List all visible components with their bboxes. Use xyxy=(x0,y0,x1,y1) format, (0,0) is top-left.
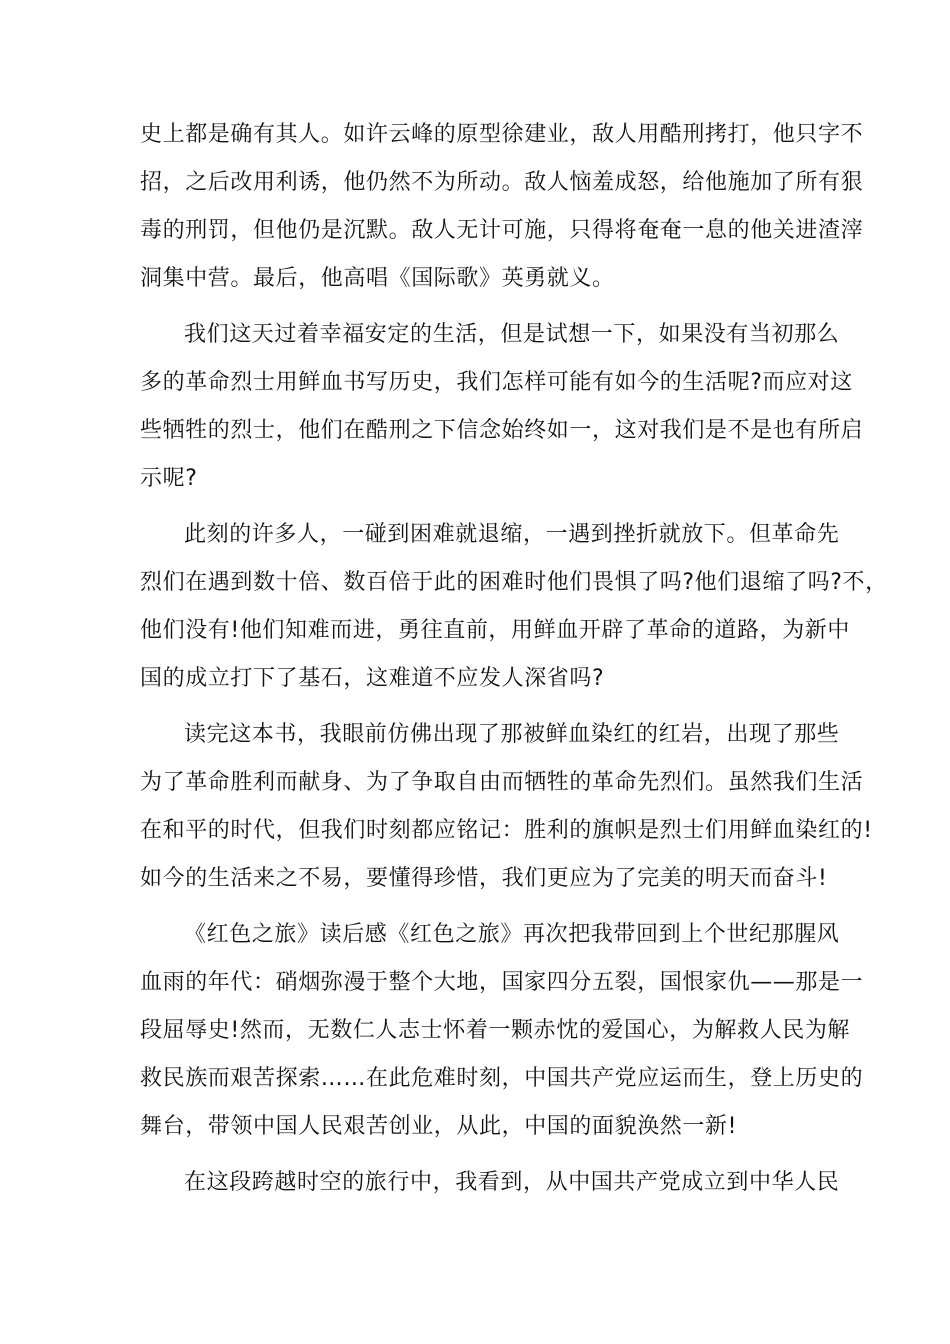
text-line: 我们这天过着幸福安定的生活，但是试想一下，如果没有当初那么 xyxy=(184,322,840,347)
text-line: 此刻的许多人，一碰到困难就退缩，一遇到挫折就放下。但革命先 xyxy=(184,522,840,547)
text-line: 段屈辱史!然而，无数仁人志士怀着一颗赤忱的爱国心，为解救人民为解 xyxy=(140,1018,851,1043)
text-line: 在这段跨越时空的旅行中，我看到，从中国共产党成立到中华人民 xyxy=(184,1170,840,1195)
text-line: 如今的生活来之不易，要懂得珍惜，我们更应为了完美的明天而奋斗! xyxy=(140,866,828,891)
text-line: 他们没有!他们知难而进，勇往直前，用鲜血开辟了革命的道路，为新中 xyxy=(140,618,851,643)
text-line: 《红色之旅》读后感《红色之旅》再次把我带回到上个世纪那腥风 xyxy=(184,922,840,947)
text-line: 舞台，带领中国人民艰苦创业，从此，中国的面貌涣然一新! xyxy=(140,1114,738,1139)
text-line: 招，之后改用利诱，他仍然不为所动。敌人恼羞成怒，给他施加了所有狠 xyxy=(140,170,864,195)
text-line: 为了革命胜利而献身、为了争取自由而牺牲的革命先烈们。虽然我们生活 xyxy=(140,770,864,795)
text-line: 读完这本书，我眼前仿佛出现了那被鲜血染红的红岩，出现了那些 xyxy=(184,722,840,747)
text-line: 洞集中营。最后，他高唱《国际歌》英勇就义。 xyxy=(140,266,615,291)
text-line: 在和平的时代，但我们时刻都应铭记：胜利的旗帜是烈士们用鲜血染红的! xyxy=(140,818,873,843)
text-line: 国的成立打下了基石，这难道不应发人深省吗? xyxy=(140,666,605,691)
text-line: 多的革命烈士用鲜血书写历史，我们怎样可能有如今的生活呢?而应对这 xyxy=(140,370,853,395)
text-line: 示呢? xyxy=(140,466,198,491)
text-line: 史上都是确有其人。如许云峰的原型徐建业，敌人用酷刑拷打，他只字不 xyxy=(140,122,864,147)
text-line: 血雨的年代：硝烟弥漫于整个大地，国家四分五裂，国恨家仇——那是一 xyxy=(140,970,864,995)
text-line: 毒的刑罚，但他仍是沉默。敌人无计可施，只得将奄奄一息的他关进渣滓 xyxy=(140,218,864,243)
text-line: 些牺牲的烈士，他们在酷刑之下信念始终如一，这对我们是不是也有所启 xyxy=(140,418,864,443)
text-line: 烈们在遇到数十倍、数百倍于此的困难时他们畏惧了吗?他们退缩了吗?不， xyxy=(140,570,888,595)
text-line: 救民族而艰苦探索……在此危难时刻，中国共产党应运而生，登上历史的 xyxy=(140,1066,864,1091)
